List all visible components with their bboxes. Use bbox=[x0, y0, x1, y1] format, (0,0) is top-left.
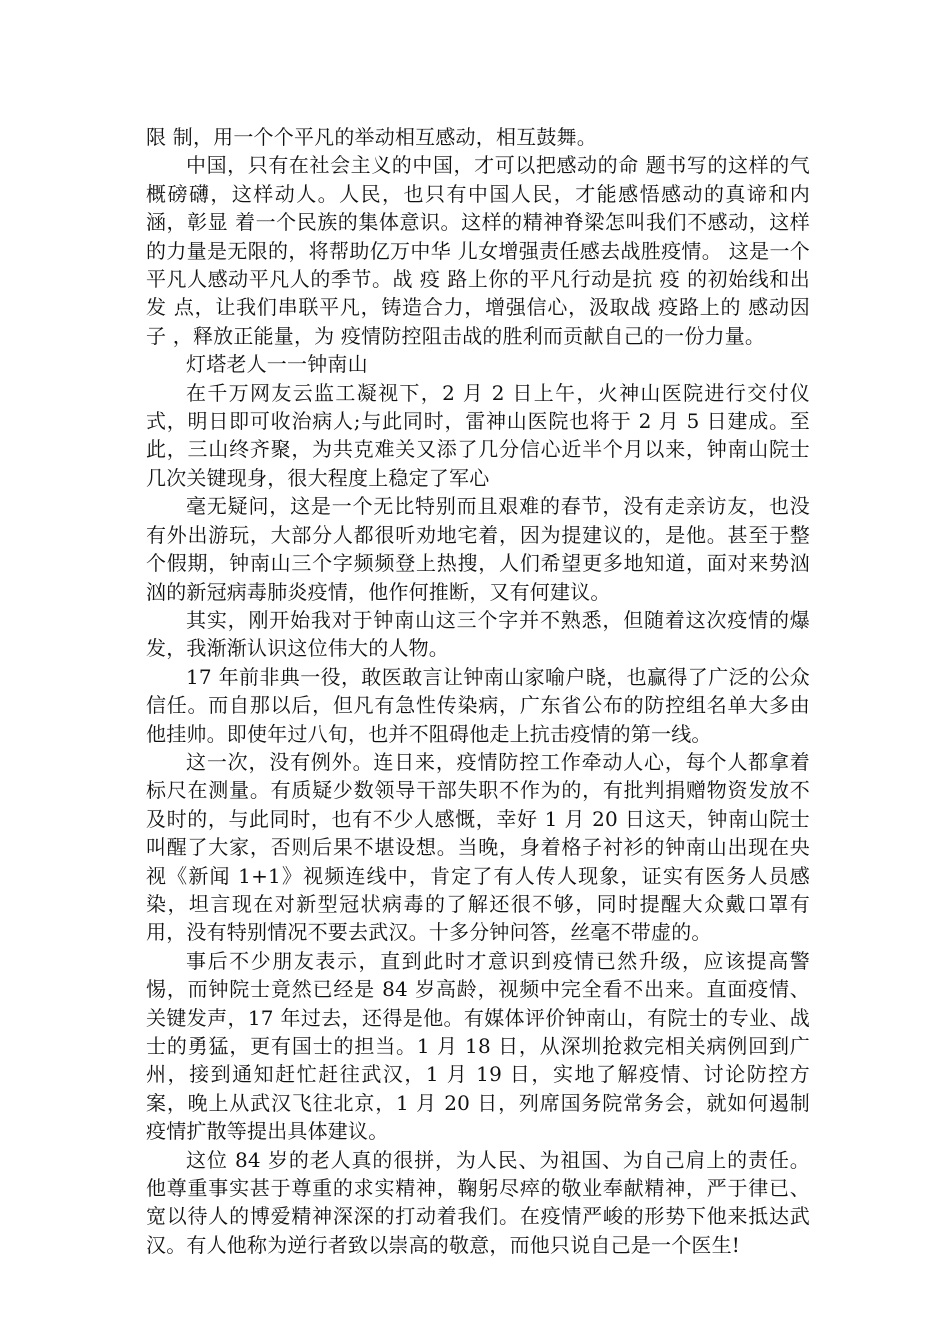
paragraph-4: 毫无疑问，这是一个无比特别而且艰难的春节，没有走亲访友，也没有外出游玩，大部分人都很听劝地宅着，因为提建议的，是他。甚至于整个假期，钟南山三个字频频登上热搜，人们希望更多地知道，面对来势汹汹的新冠病毒肺炎疫情，他作何推断，又有何建议。 bbox=[146, 494, 810, 604]
paragraph-1: 限 制，用一个个平凡的举动相互感动，相互鼓舞。 bbox=[146, 125, 597, 149]
paragraph-7: 这一次，没有例外。连日来，疫情防控工作牵动人心，每个人都拿着标尺在测量。有质疑少数领导干部失职不作为的，有批判捐赠物资发放不及时的，与此同时，也有不少人感慨，幸好 1 月 20 日这天，钟南山院士叫醒了大家，否则后果不堪设想。当晚，身着格子衬衫的钟南山出现在央视《新闻 1+1》视频连线中，肯定了有人传人现象，证实有医务人员感染，坦言现在对新型冠状病毒的了解还很不够，同时提醒大众戴口罩有用，没有特别情况不要去武汉。十多分钟问答，丝毫不带虚的。 bbox=[146, 749, 810, 945]
paragraph-2: 中国，只有在社会主义的中国，才可以把感动的命 题书写的这样的气概磅礴，这样动人。人民，也只有中国人民，才能感悟感动的真谛和内涵，彰显 着一个民族的集体意识。这样的精神脊梁怎叫我们不感动，这样的力量是无限的，将帮助亿万中华 儿女增强责任感去战胜疫情。 这是一个平凡人感动平凡人的季节。战 疫 路上你的平凡行动是抗 疫 的初始线和出发 点，让我们串联平凡，铸造合力，增强信心，汲取战 疫路上的 感动因子 ，释放正能量，为 疫情防控阻击战的胜利而贡献自己的一份力量。 bbox=[146, 153, 810, 348]
document-body bbox=[146, 123, 810, 1259]
paragraph-3: 在千万网友云监工凝视下，2 月 2 日上午，火神山医院进行交付仪式，明日即可收治病人;与此同时，雷神山医院也将于 2 月 5 日建成。至此，三山终齐聚，为共克难关又添了几分信心近半个月以来，钟南山院士几次关键现身，很大程度上稳定了军心 bbox=[146, 380, 810, 490]
paragraph-5: 其实，刚开始我对于钟南山这三个字并不熟悉，但随着这次疫情的爆发，我渐渐认识这位伟大的人物。 bbox=[146, 607, 810, 661]
paragraph-8: 事后不少朋友表示，直到此时才意识到疫情已然升级，应该提高警惕，而钟院士竟然已经是 84 岁高龄，视频中完全看不出来。直面疫情、关键发声，17 年过去，还得是他。有媒体评价钟南山，有院士的专业、战士的勇猛，更有国士的担当。1 月 18 日，从深圳抢救完相关病例回到广州，接到通知赶忙赶往武汉，1 月 19 日，实地了解疫情、讨论防控方案，晚上从武汉飞往北京，1 月 20 日，列席国务院常务会，就如何遏制疫情扩散等提出具体建议。 bbox=[146, 948, 810, 1144]
paragraph-6: 17 年前非典一役，敢医敢言让钟南山家喻户晓，也赢得了广泛的公众信任。而自那以后，但凡有急性传染病，广东省公布的防控组名单大多由他挂帅。即使年过八旬，也并不阻碍他走上抗击疫情的第一线。 bbox=[146, 664, 810, 746]
section-heading: 灯塔老人一一钟南山 bbox=[186, 352, 368, 377]
paragraph-9: 这位 84 岁的老人真的很拼，为人民、为祖国、为自己肩上的责任。他尊重事实甚于尊重的求实精神，鞠躬尽瘁的敬业奉献精神，严于律已、宽以待人的博爱精神深深的打动着我们。在疫情严峻的形势下他来抵达武汉。有人他称为逆行者致以崇高的敬意，而他只说自己是一个医生! bbox=[146, 1147, 810, 1257]
